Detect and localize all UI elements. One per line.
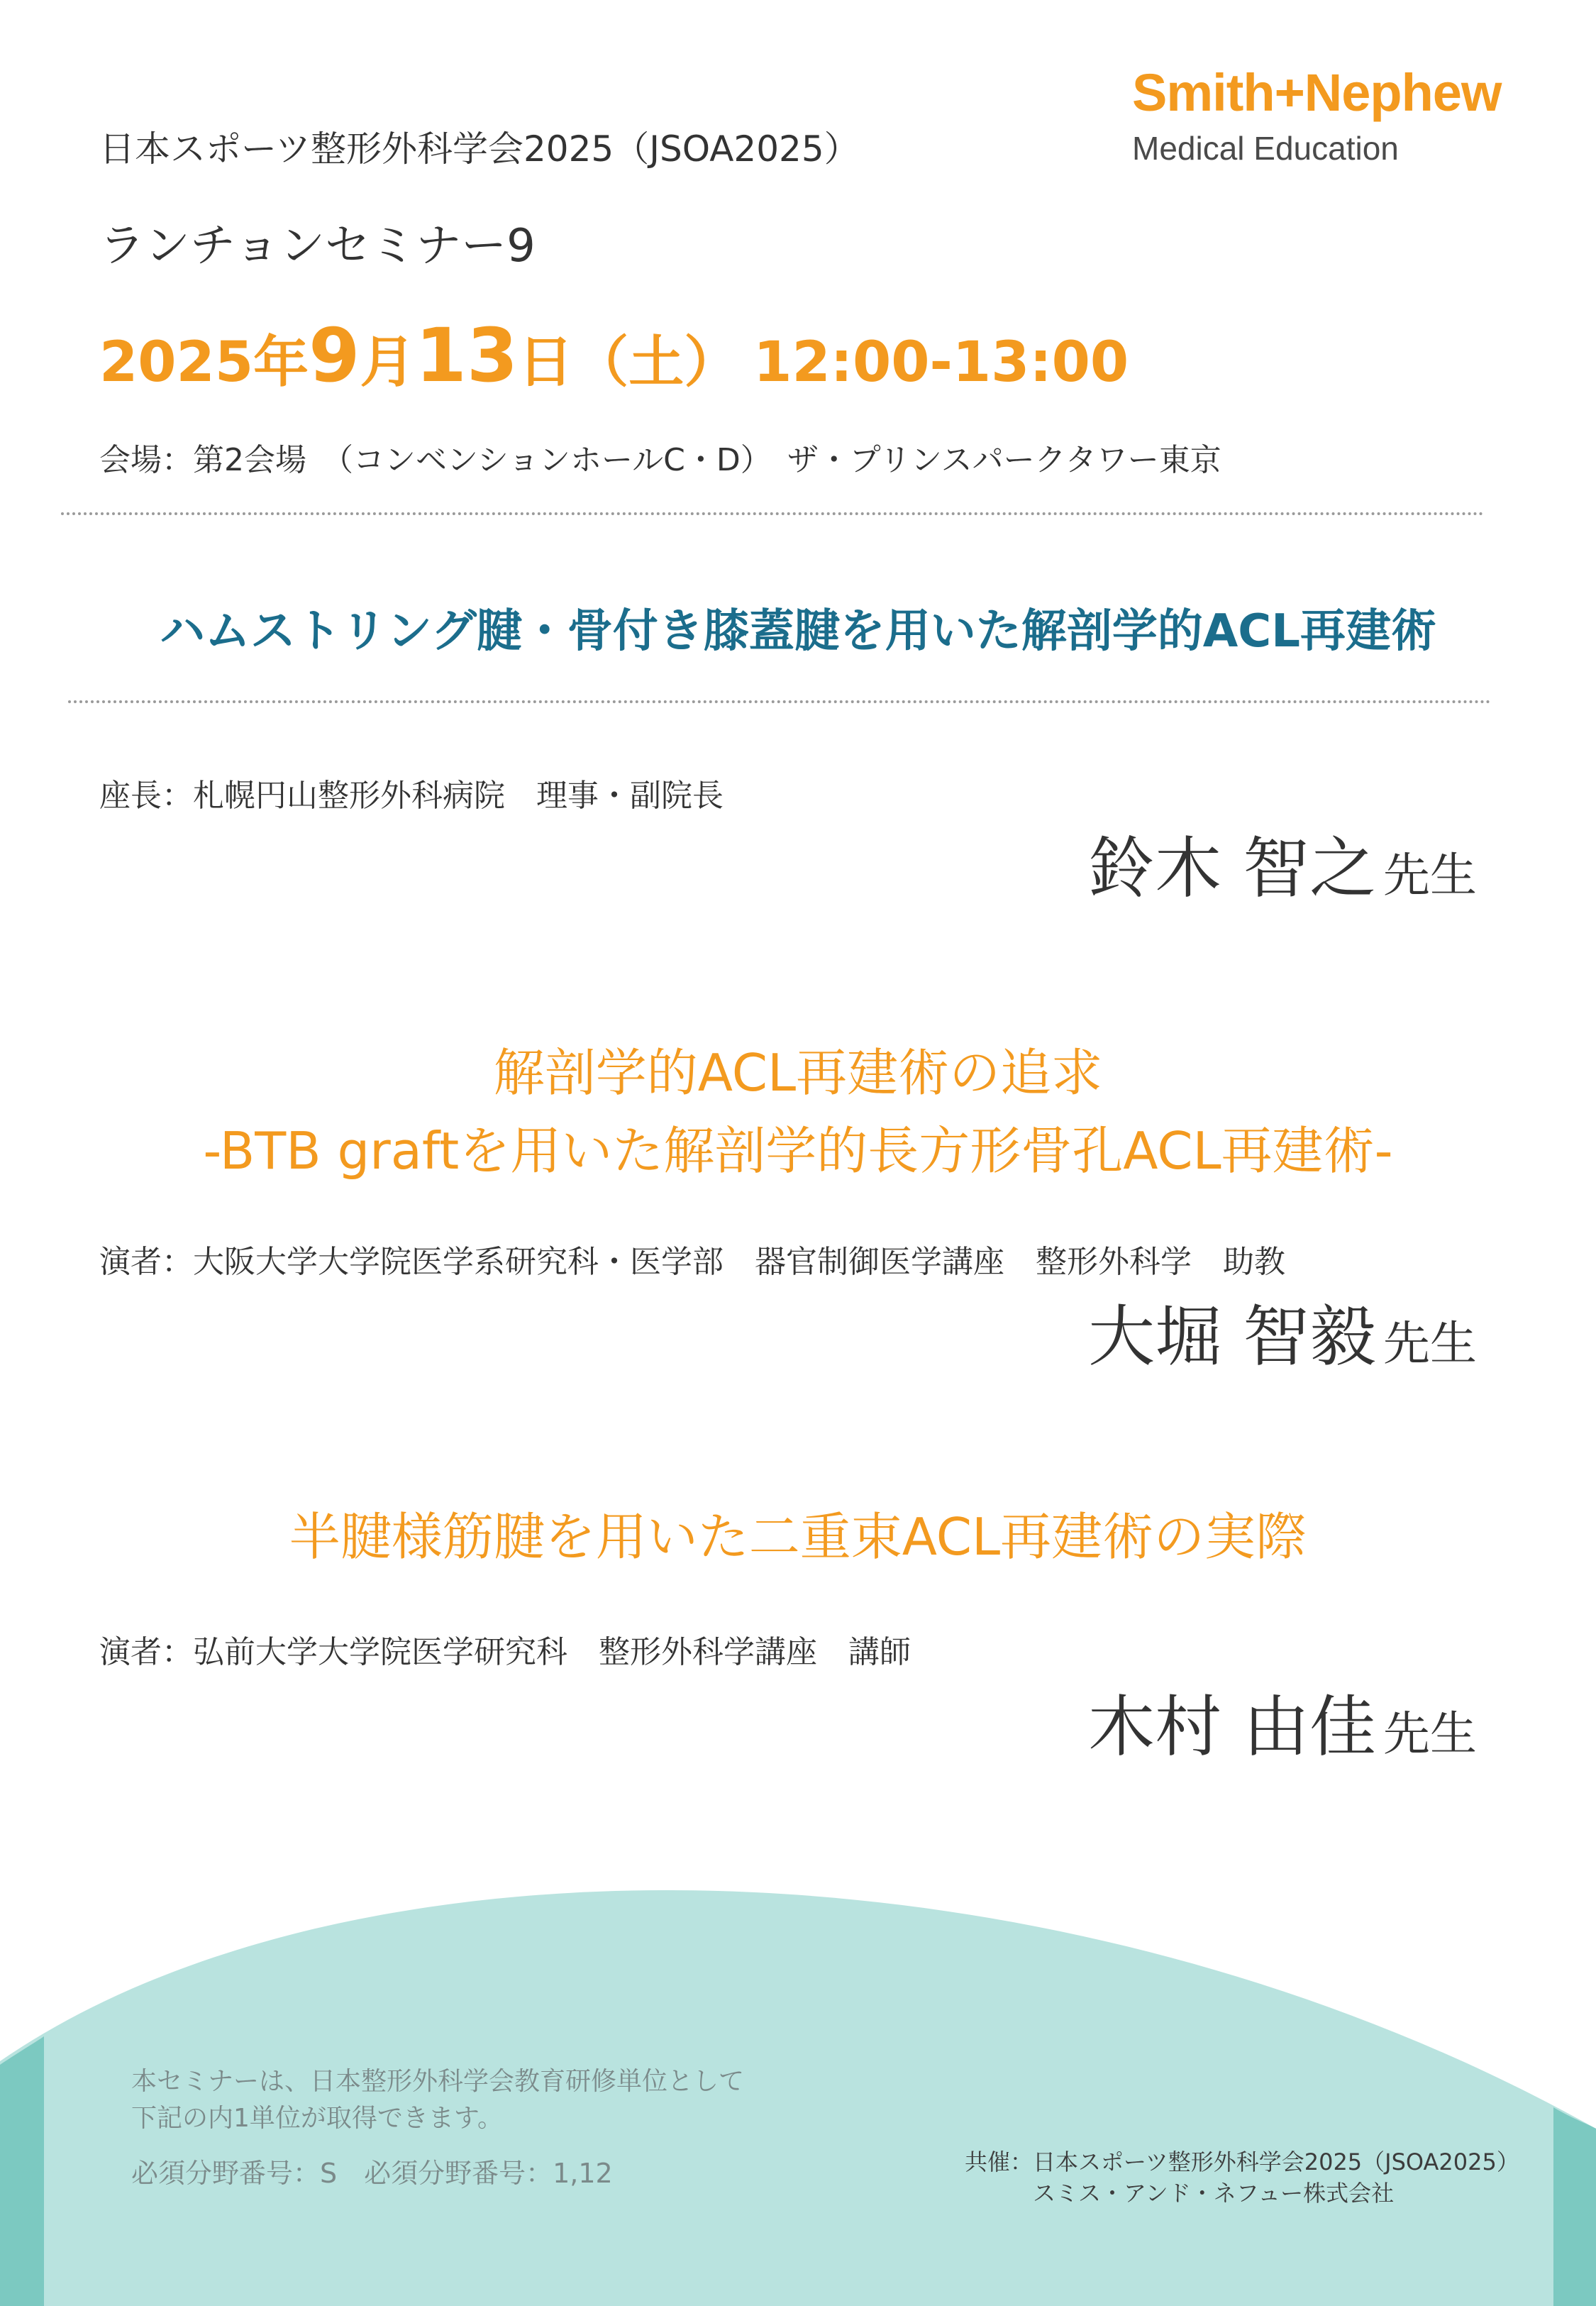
credit-note-line-1: 本セミナーは、日本整形外科学会教育研修単位として — [131, 2067, 745, 2096]
credit-note — [131, 2063, 841, 2137]
talk-1-title-line-1: 解剖学的ACL再建術の追求 — [493, 1043, 1103, 1103]
date-year: 2025年 — [99, 331, 309, 395]
brand-subtitle: Medical Education — [1132, 130, 1399, 167]
date-day-unit: 日 — [518, 331, 574, 395]
theme-title: ハムストリング腱・骨付き膝蓋腱を用いた解剖学的ACL再建術 — [160, 605, 1436, 658]
date-time: 12:00-13:00 — [753, 331, 1129, 395]
brand-name-left: Smith — [1132, 63, 1275, 122]
chair-name: 鈴木 智之 — [1088, 830, 1376, 907]
conference-name: 日本スポーツ整形外科学会2025（JSOA2025） — [99, 128, 860, 170]
sponsor-line-2: スミス・アンド・ネフュー株式会社 — [1033, 2180, 1395, 2207]
talk-1-speaker-honorific: 先生 — [1383, 1316, 1477, 1371]
chair-honorific: 先生 — [1383, 848, 1477, 903]
sponsor-line-1: 共催：日本スポーツ整形外科学会2025（JSOA2025） — [965, 2148, 1519, 2175]
brand-name-right: Nephew — [1304, 63, 1502, 122]
talk-1-title-line-2: -BTB graftを用いた解剖学的長方形骨孔ACL再建術- — [203, 1121, 1393, 1181]
talk-2-speaker-role: 演者：弘前大学大学院医学研究科 整形外科学講座 講師 — [99, 1634, 911, 1670]
talk-1-speaker — [1088, 1283, 1477, 1379]
sponsor-info — [965, 2146, 1532, 2209]
credit-numbers: 必須分野番号：S 必須分野番号：1,12 — [131, 2158, 613, 2189]
divider-top — [61, 512, 1484, 515]
venue: 会場：第2会場 （コンベンションホールC・D） ザ・プリンスパークタワー東京 — [99, 442, 1221, 478]
talk-2-speaker — [1088, 1673, 1477, 1769]
brand-logo — [1132, 62, 1502, 123]
brand-plus-mark: + — [1274, 63, 1304, 122]
talk-2-speaker-name: 木村 由佳 — [1088, 1689, 1376, 1766]
talk-2-title: 半腱様筋腱を用いた二重束ACL再建術の実際 — [289, 1507, 1307, 1567]
seminar-title: ランチョンセミナー9 — [99, 220, 536, 272]
date-day: 13 — [415, 312, 519, 399]
talk-1-speaker-role: 演者：大阪大学大学院医学系研究科・医学部 器官制御医学講座 整形外科学 助教 — [99, 1244, 1285, 1280]
date-month-unit: 月 — [360, 331, 416, 395]
credit-note-line-2: 下記の内1単位が取得できます。 — [131, 2104, 504, 2133]
date-month: 9 — [309, 312, 360, 399]
talk-2-speaker-honorific: 先生 — [1383, 1706, 1477, 1761]
talk-1-speaker-name: 大堀 智毅 — [1088, 1298, 1376, 1376]
chair-role: 座長：札幌円山整形外科病院 理事・副院長 — [99, 778, 724, 814]
divider-bottom — [68, 700, 1491, 703]
date-weekday: （土） — [573, 331, 740, 395]
chair-person — [1088, 815, 1477, 910]
event-date — [99, 312, 1129, 399]
